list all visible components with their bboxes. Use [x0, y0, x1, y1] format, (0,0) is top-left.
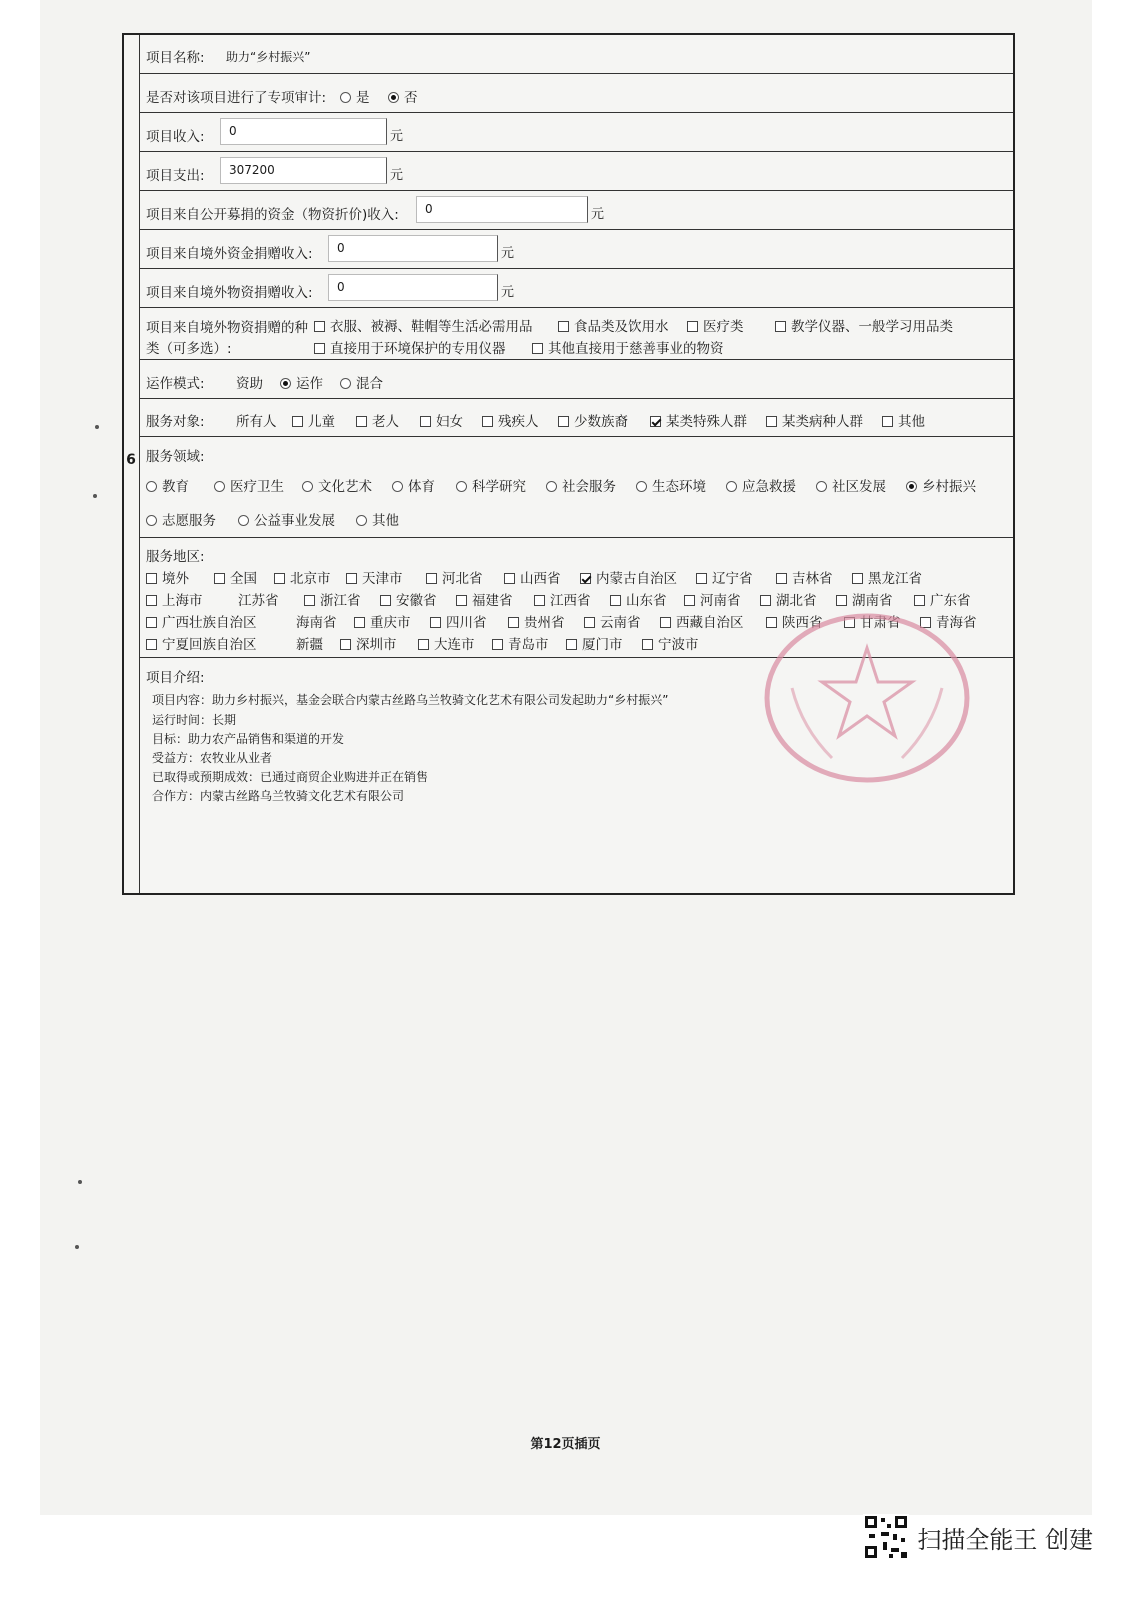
radio-icon	[146, 515, 157, 526]
region-option[interactable]: 四川省	[430, 611, 487, 631]
field-option[interactable]: 社区发展	[816, 475, 886, 495]
radio-icon	[636, 481, 647, 492]
project-income-field[interactable]: 0	[220, 118, 387, 145]
radio-icon	[214, 481, 225, 492]
radio-icon	[456, 481, 467, 492]
field-option[interactable]: 应急救援	[726, 475, 796, 495]
radio-icon	[816, 481, 827, 492]
goods-type-option[interactable]: 教学仪器、一般学习用品类	[775, 315, 953, 335]
region-option[interactable]: 上海市	[146, 589, 203, 609]
checkbox-icon	[146, 617, 157, 628]
checkbox-icon	[584, 617, 595, 628]
special-audit-row	[140, 74, 1013, 113]
checkbox-icon	[418, 639, 429, 650]
target-option[interactable]: 某类病种人群	[766, 410, 863, 430]
public-fundraising-field[interactable]: 0	[416, 196, 588, 223]
intro-line: 运行时间：长期	[152, 713, 237, 727]
service-field-row	[140, 437, 1013, 538]
checkbox-icon	[882, 416, 893, 427]
field-option[interactable]: 教育	[146, 475, 189, 495]
foreign-goods-type-row	[140, 308, 1013, 360]
foreign-funds-unit: 元	[501, 246, 515, 261]
radio-icon	[302, 481, 313, 492]
checkbox-icon	[760, 595, 771, 606]
public-fundraising-row	[140, 191, 1013, 230]
region-option[interactable]: 甘肃省	[844, 611, 901, 631]
radio-icon	[238, 515, 249, 526]
region-option[interactable]: 海南省	[296, 615, 337, 631]
region-option[interactable]: 贵州省	[508, 611, 565, 631]
field-option[interactable]: 医疗卫生	[214, 475, 284, 495]
field-option[interactable]: 社会服务	[546, 475, 616, 495]
special-audit-label: 是否对该项目进行了专项审计:	[146, 90, 327, 106]
target-option[interactable]: 老人	[356, 410, 399, 430]
region-option[interactable]: 新疆	[296, 637, 323, 653]
field-option[interactable]: 生态环境	[636, 475, 706, 495]
checkbox-icon	[214, 573, 225, 584]
checkbox-icon	[340, 639, 351, 650]
region-option[interactable]: 山西省	[504, 567, 561, 587]
project-expense-row	[140, 152, 1013, 191]
project-income-unit: 元	[390, 129, 404, 144]
checkbox-icon	[534, 595, 545, 606]
region-option[interactable]: 西藏自治区	[660, 611, 744, 631]
region-option[interactable]: 大连市	[418, 633, 475, 653]
checkbox-icon	[610, 595, 621, 606]
field-option[interactable]: 公益事业发展	[238, 509, 335, 529]
radio-icon	[726, 481, 737, 492]
mode-option[interactable]: 混合	[340, 372, 383, 392]
checkbox-icon	[430, 617, 441, 628]
checkbox-icon	[274, 573, 285, 584]
region-option[interactable]: 内蒙古自治区	[580, 567, 677, 587]
radio-checked-icon	[388, 92, 399, 103]
project-expense-field[interactable]: 307200	[220, 157, 387, 184]
region-option[interactable]: 陕西省	[766, 611, 823, 631]
intro-line: 合作方：内蒙古丝路乌兰牧骑文化艺术有限公司	[152, 789, 405, 803]
foreign-funds-row	[140, 230, 1013, 269]
service-target-row	[140, 399, 1013, 437]
project-income-row	[140, 113, 1013, 152]
checkbox-icon	[852, 573, 863, 584]
checkbox-icon	[776, 573, 787, 584]
page-number: 第12页插页	[530, 1437, 601, 1452]
project-name-value: 助力“乡村振兴”	[226, 50, 311, 64]
service-target-label: 服务对象:	[146, 414, 205, 430]
goods-type-option[interactable]: 医疗类	[687, 315, 744, 335]
region-option[interactable]: 宁夏回族自治区	[146, 633, 257, 653]
region-option[interactable]: 境外	[146, 567, 189, 587]
radio-icon	[340, 92, 351, 103]
scan-speck	[78, 1180, 82, 1184]
project-name-label: 项目名称:	[146, 50, 205, 66]
region-option[interactable]: 云南省	[584, 611, 641, 631]
checkbox-icon	[420, 416, 431, 427]
radio-icon	[546, 481, 557, 492]
checkbox-icon	[914, 595, 925, 606]
scan-speck	[95, 425, 99, 429]
region-option[interactable]: 江苏省	[238, 593, 279, 609]
region-option[interactable]: 深圳市	[340, 633, 397, 653]
target-option[interactable]: 某类特殊人群	[650, 410, 747, 430]
region-option[interactable]: 浙江省	[304, 589, 361, 609]
checkbox-icon	[426, 573, 437, 584]
goods-type-option[interactable]: 直接用于环境保护的专用仪器	[314, 337, 506, 357]
operation-mode-row	[140, 360, 1013, 399]
field-option[interactable]: 体育	[392, 475, 435, 495]
checkbox-icon	[558, 321, 569, 332]
radio-icon	[146, 481, 157, 492]
region-option[interactable]: 吉林省	[776, 567, 833, 587]
checkbox-icon	[566, 639, 577, 650]
region-option[interactable]: 河南省	[684, 589, 741, 609]
region-option[interactable]: 青岛市	[492, 633, 549, 653]
region-option[interactable]: 广东省	[914, 589, 971, 609]
region-option[interactable]: 重庆市	[354, 611, 411, 631]
region-option[interactable]: 河北省	[426, 567, 483, 587]
goods-type-label-line1: 项目来自境外物资捐赠的种	[146, 320, 308, 336]
checkbox-icon	[356, 416, 367, 427]
field-option[interactable]: 其他	[356, 509, 399, 529]
scanner-watermark	[863, 1514, 1093, 1560]
region-option[interactable]: 黑龙江省	[852, 567, 922, 587]
region-option[interactable]: 宁波市	[642, 633, 699, 653]
region-option[interactable]: 江西省	[534, 589, 591, 609]
operation-mode-label: 运作模式:	[146, 376, 205, 392]
checkbox-icon	[482, 416, 493, 427]
target-option[interactable]: 儿童	[292, 410, 335, 430]
project-expense-unit: 元	[390, 168, 404, 183]
target-option[interactable]: 所有人	[236, 414, 277, 430]
radio-icon	[392, 481, 403, 492]
intro-line: 受益方：农牧业从业者	[152, 751, 273, 765]
scanner-watermark-text: 扫描全能王 创建	[917, 1525, 1093, 1554]
intro-line: 目标：助力农产品销售和渠道的开发	[152, 732, 345, 746]
checkbox-icon	[456, 595, 467, 606]
public-fundraising-label: 项目来自公开募捐的资金（物资折价)收入:	[146, 207, 399, 223]
target-option[interactable]: 其他	[882, 410, 925, 430]
field-option[interactable]: 志愿服务	[146, 509, 216, 529]
target-option[interactable]: 少数族裔	[558, 410, 628, 430]
mode-option[interactable]: 运作	[280, 372, 323, 392]
checkbox-icon	[660, 617, 671, 628]
service-field-label: 服务领域:	[146, 449, 205, 465]
checkbox-icon	[684, 595, 695, 606]
row-number: 6	[126, 452, 136, 468]
checkbox-icon	[380, 595, 391, 606]
checkbox-icon	[146, 639, 157, 650]
radio-checked-icon	[906, 481, 917, 492]
target-option[interactable]: 妇女	[420, 410, 463, 430]
checkbox-icon	[766, 416, 777, 427]
radio-icon	[340, 378, 351, 389]
qr-code-icon	[863, 1514, 909, 1560]
region-option[interactable]: 青海省	[920, 611, 977, 631]
checkbox-icon	[314, 321, 325, 332]
field-option[interactable]: 乡村振兴	[906, 475, 976, 495]
checkbox-icon	[146, 595, 157, 606]
radio-icon	[356, 515, 367, 526]
foreign-goods-label: 项目来自境外物资捐赠收入:	[146, 285, 313, 301]
checkbox-icon	[642, 639, 653, 650]
field-option[interactable]: 科学研究	[456, 475, 526, 495]
foreign-funds-field[interactable]: 0	[328, 235, 498, 262]
service-region-label: 服务地区:	[146, 549, 205, 565]
scan-speck	[93, 494, 97, 498]
mode-option[interactable]: 资助	[236, 376, 263, 392]
checkbox-icon	[687, 321, 698, 332]
goods-type-option[interactable]: 其他直接用于慈善事业的物资	[532, 337, 724, 357]
region-option[interactable]: 厦门市	[566, 633, 623, 653]
field-option[interactable]: 文化艺术	[302, 475, 372, 495]
checkbox-icon	[146, 573, 157, 584]
region-option[interactable]: 福建省	[456, 589, 513, 609]
checkbox-icon	[304, 595, 315, 606]
checkbox-icon	[836, 595, 847, 606]
audit-no-radio[interactable]: 否	[388, 86, 418, 106]
project-intro-label: 项目介绍:	[146, 670, 205, 686]
checkbox-icon	[532, 343, 543, 354]
checkbox-icon	[696, 573, 707, 584]
checkbox-icon	[292, 416, 303, 427]
region-option[interactable]: 北京市	[274, 567, 331, 587]
region-option[interactable]: 天津市	[346, 567, 403, 587]
official-seal-stamp	[762, 608, 972, 788]
checkbox-icon	[354, 617, 365, 628]
checkbox-icon	[504, 573, 515, 584]
checkbox-icon	[775, 321, 786, 332]
goods-type-label-line2: 类（可多选）:	[146, 341, 232, 357]
goods-type-option[interactable]: 衣服、被褥、鞋帽等生活必需用品	[314, 315, 533, 335]
region-option[interactable]: 广西壮族自治区	[146, 611, 257, 631]
project-income-label: 项目收入:	[146, 129, 205, 145]
project-name-row	[140, 35, 1013, 74]
checkbox-checked-icon	[650, 416, 661, 427]
region-option[interactable]: 全国	[214, 567, 257, 587]
checkbox-icon	[492, 639, 503, 650]
scan-speck	[75, 1245, 79, 1249]
checkbox-checked-icon	[580, 573, 591, 584]
checkbox-icon	[558, 416, 569, 427]
project-expense-label: 项目支出:	[146, 168, 205, 184]
audit-yes-radio[interactable]: 是	[340, 86, 370, 106]
region-option[interactable]: 湖南省	[836, 589, 893, 609]
region-option[interactable]: 辽宁省	[696, 567, 753, 587]
foreign-goods-row	[140, 269, 1013, 308]
checkbox-icon	[346, 573, 357, 584]
target-option[interactable]: 残疾人	[482, 410, 539, 430]
public-fundraising-unit: 元	[591, 207, 605, 222]
row-number-column	[124, 35, 140, 893]
intro-line: 项目内容：助力乡村振兴，基金会联合内蒙古丝路乌兰牧骑文化艺术有限公司发起助力“乡村振兴”	[152, 693, 669, 707]
goods-type-option[interactable]: 食品类及饮用水	[558, 315, 669, 335]
foreign-goods-field[interactable]: 0	[328, 274, 498, 301]
radio-checked-icon	[280, 378, 291, 389]
region-option[interactable]: 山东省	[610, 589, 667, 609]
region-option[interactable]: 安徽省	[380, 589, 437, 609]
foreign-funds-label: 项目来自境外资金捐赠收入:	[146, 246, 313, 262]
intro-line: 已取得或预期成效：已通过商贸企业购进并正在销售	[152, 770, 429, 784]
checkbox-icon	[508, 617, 519, 628]
region-option[interactable]: 湖北省	[760, 589, 817, 609]
foreign-goods-unit: 元	[501, 285, 515, 300]
checkbox-icon	[314, 343, 325, 354]
